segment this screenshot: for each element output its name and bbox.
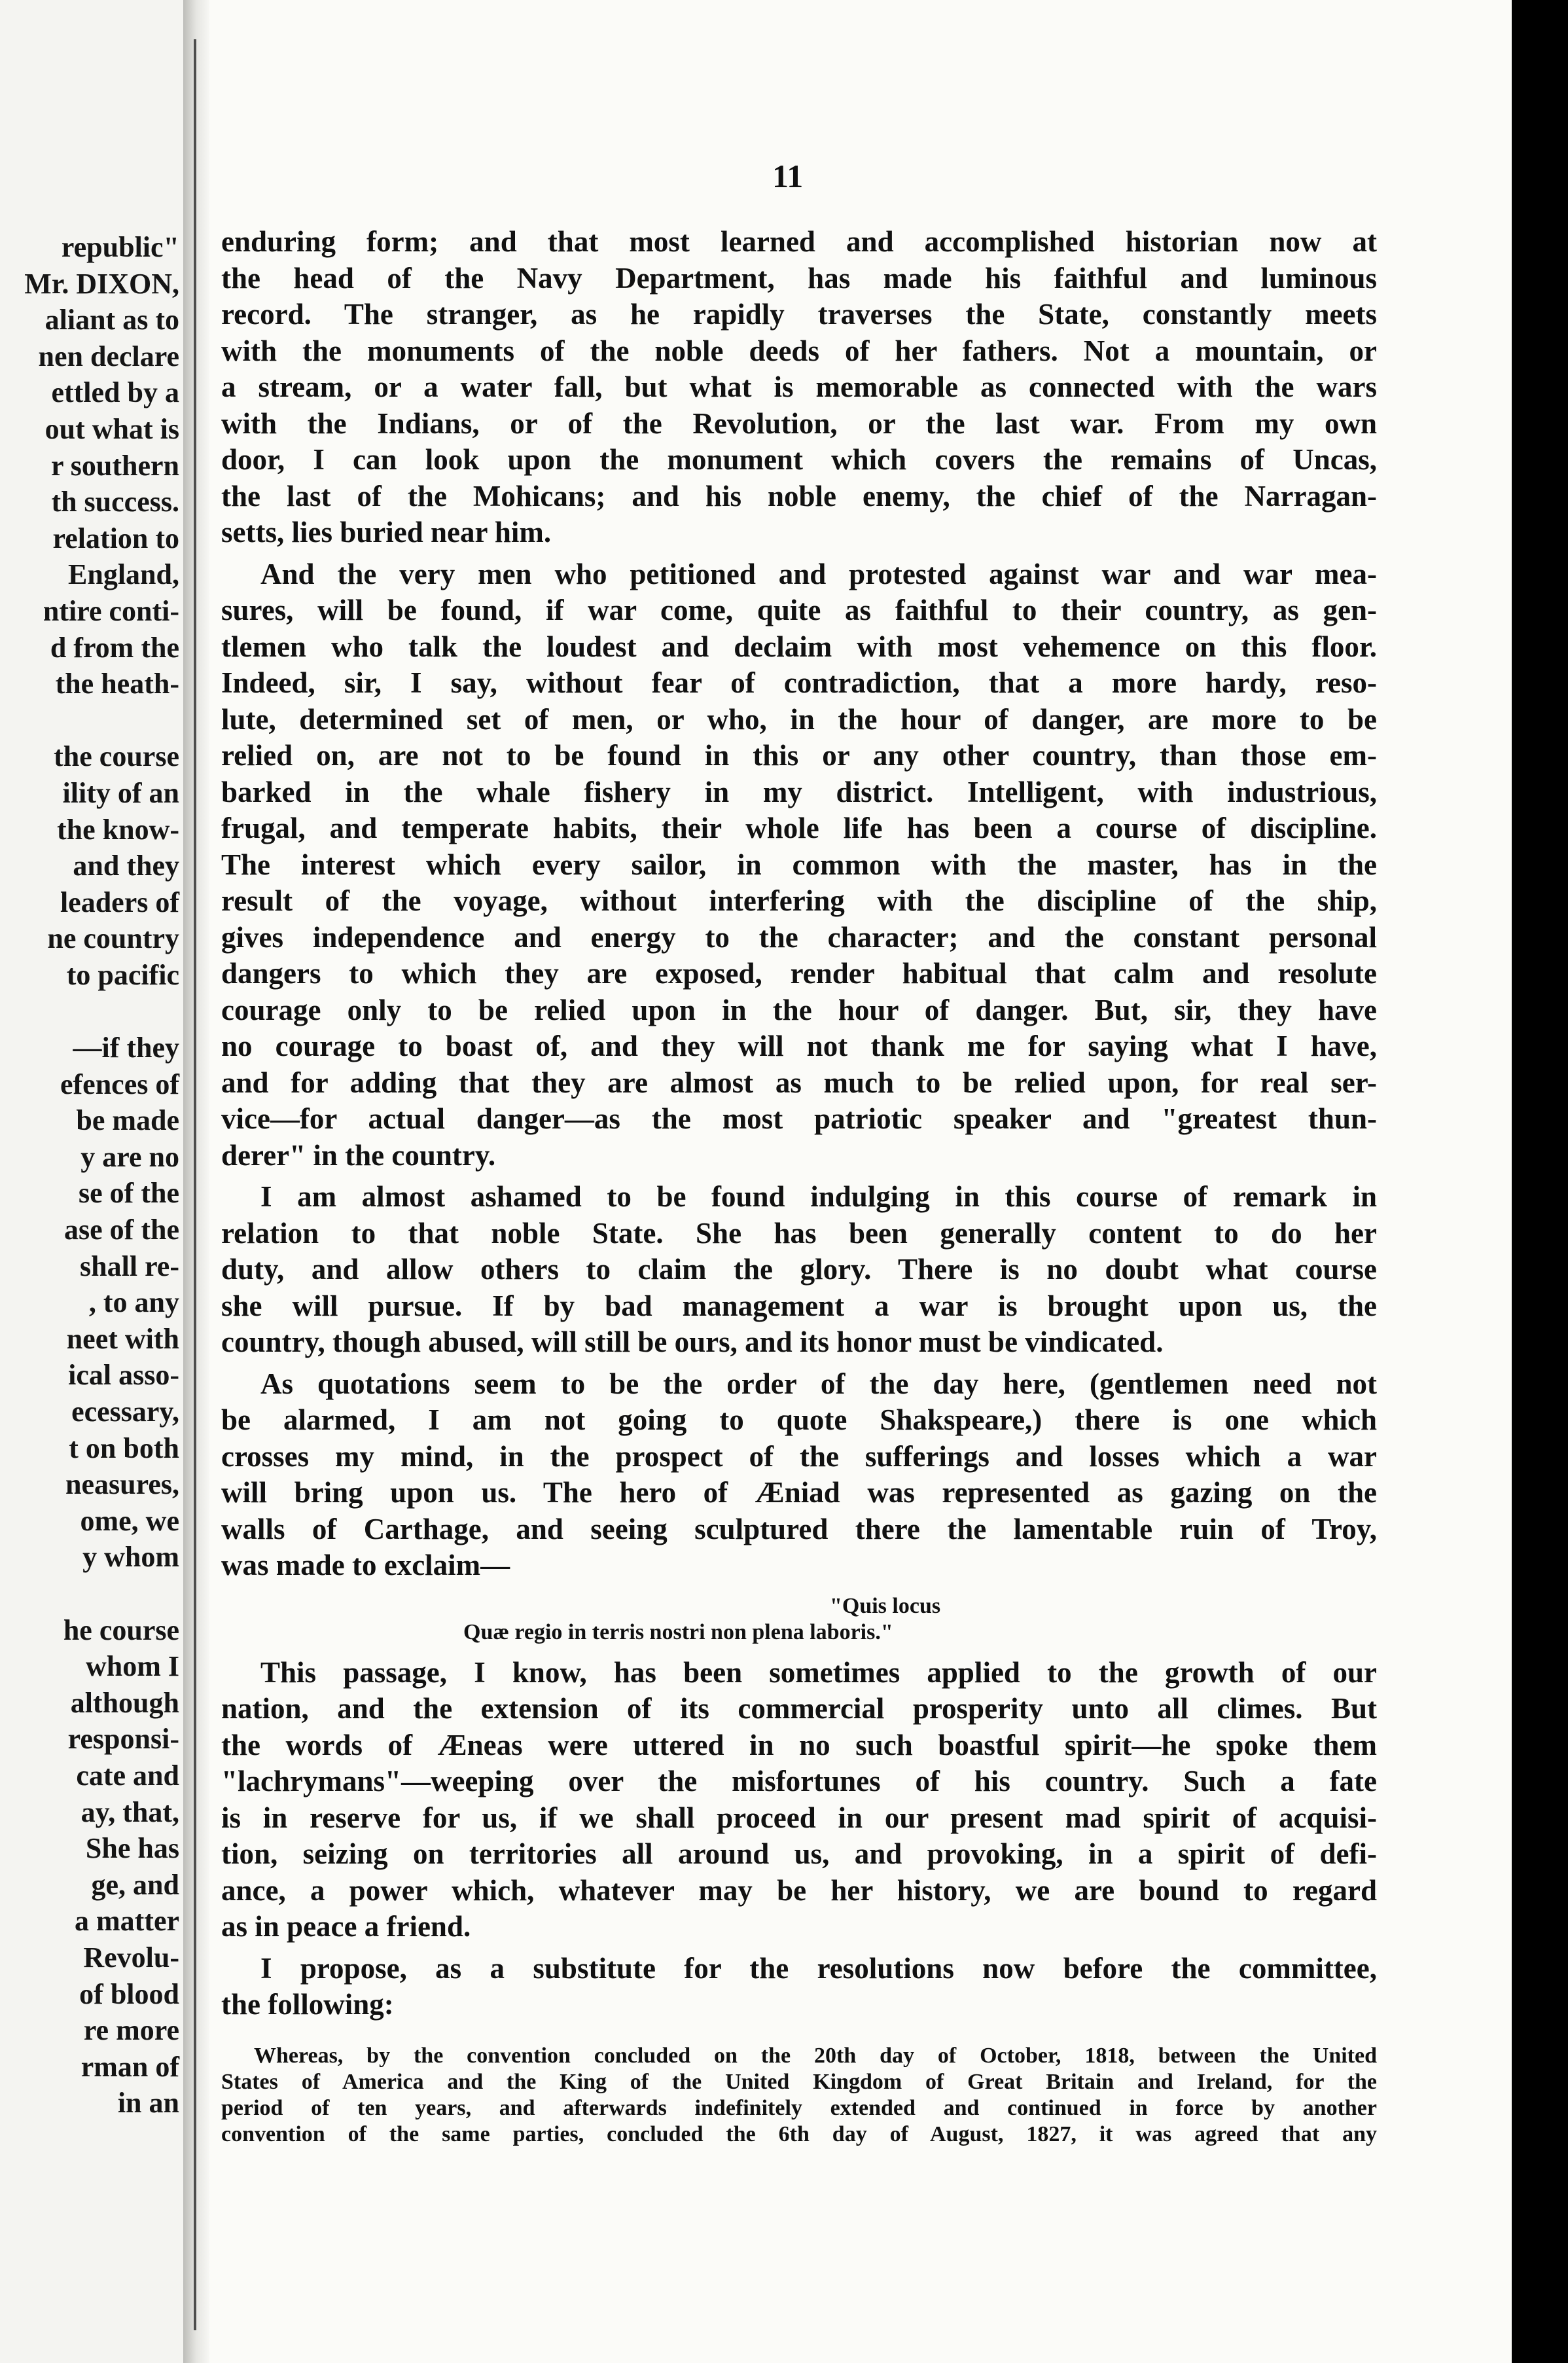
whereas-line: States of America and the King of the United Kingdom of Great Britain and Ireland, for the [221, 2069, 1377, 2094]
text-line: setts, lies buried near him. [221, 516, 552, 549]
text-line: a stream, or a water fall, but what is memorable as connected with the wars [221, 370, 1377, 403]
left-page-line: ical asso- [68, 1359, 179, 1392]
text-line: ance, a power which, whatever may be her history, we are bound to regard [221, 1873, 1377, 1907]
whereas-line: convention of the same parties, concluded the 6th day of August, 1827, it was agreed that any [221, 2121, 1377, 2146]
text-line: barked in the whale fishery in my district. Intelligent, with industrious, [221, 775, 1377, 808]
left-page-line: to pacific [66, 958, 179, 991]
left-page-line: ne country [47, 922, 179, 955]
text-line: country, though abused, will still be ours, and its honor must be vindicated. [221, 1326, 1164, 1358]
left-page-line: Mr. DIXON, [24, 267, 179, 300]
left-page-line: re more [83, 2014, 179, 2047]
text-line: walls of Carthage, and seeing sculptured there the lamentable ruin of Troy, [221, 1512, 1377, 1545]
text-line: with the monuments of the noble deeds of her fathers. Not a mountain, or [221, 334, 1377, 367]
text-line: will bring upon us. The hero of Æniad was represented as gazing on the [221, 1476, 1377, 1509]
text-line: be alarmed, I am not going to quote Shakspeare,) there is one which [221, 1403, 1377, 1436]
left-page-line [0, 702, 179, 739]
text-line: Indeed, sir, I say, without fear of contradiction, that a more hardy, reso- [221, 666, 1377, 699]
left-page-line: aliant as to [45, 304, 179, 336]
left-page-line: neasures, [65, 1468, 179, 1501]
text-line: And the very men who petitioned and protested against war and war mea- [260, 557, 1377, 590]
whereas-line: Whereas, by the convention concluded on the 20th day of October, 1818, between the United [254, 2043, 1377, 2068]
text-line: enduring form; and that most learned and accomplished historian now at [221, 225, 1377, 258]
left-page-line: d from the [50, 631, 179, 664]
text-line: tlemen who talk the loudest and declaim with most vehemence on this floor. [221, 630, 1377, 663]
left-page-line: republic" [61, 231, 179, 263]
text-line: as in peace a friend. [221, 1910, 471, 1943]
left-page-line: ecessary, [71, 1396, 179, 1428]
text-line: derer" in the country. [221, 1138, 496, 1172]
left-page-line: ome, we [80, 1504, 179, 1537]
quotation-line-1: "Quis locus [830, 1593, 941, 1618]
text-line: I propose, as a substitute for the resolutions now before the committee, [260, 1951, 1377, 1985]
left-page-line: be made [76, 1104, 179, 1137]
text-line: I am almost ashamed to be found indulging in this course of remark in [260, 1180, 1377, 1213]
text-line: is in reserve for us, if we shall proceed in our present mad spirit of acquisi- [221, 1801, 1377, 1834]
text-line: door, I can look upon the monument which covers the remains of Uncas, [221, 443, 1377, 476]
left-page-line: ntire conti- [43, 594, 179, 627]
left-page-line [0, 1576, 179, 1612]
left-page-line: in an [117, 2087, 179, 2119]
text-line: "lachrymans"—weeping over the misfortunes of his country. Such a fate [221, 1765, 1377, 1797]
left-page-line: he course [63, 1614, 179, 1646]
left-page-line: ettled by a [51, 376, 179, 409]
text-line: The interest which every sailor, in common with the master, has in the [221, 848, 1377, 881]
left-page-line: and they [73, 850, 179, 882]
text-line: nation, and the extension of its commercial prosperity unto all climes. But [221, 1692, 1377, 1725]
left-page-line: She has [85, 1832, 179, 1865]
paragraphs-after-quote [221, 1655, 1377, 2029]
left-page-line: neet with [66, 1322, 179, 1355]
text-line: the last of the Mohicans; and his noble enemy, the chief of the Narragan- [221, 479, 1377, 513]
text-line: tion, seizing on territories all around us, and provoking, in a spirit of defi- [221, 1837, 1377, 1870]
text-line: and for adding that they are almost as much to be relied upon, for real ser- [221, 1066, 1377, 1099]
gutter-fold-line [194, 39, 196, 2330]
text-line: This passage, I know, has been sometimes applied to the growth of our [260, 1655, 1377, 1689]
left-page-line: t on both [69, 1432, 179, 1464]
left-page-line: the know- [56, 813, 179, 846]
left-page-line: the course [54, 740, 179, 773]
paragraphs-before-quote [221, 224, 1377, 1589]
text-line: courage only to be relied upon in the hour of danger. But, sir, they have [221, 993, 1377, 1026]
left-page-text-fragments [0, 229, 179, 2121]
left-page-line: ay, that, [80, 1795, 179, 1828]
left-page-line: cate and [76, 1759, 179, 1792]
text-line: duty, and allow others to claim the glory. There is no doubt what course [221, 1253, 1377, 1286]
body-text [221, 224, 1377, 2148]
text-line: the words of Æneas were uttered in no such boastful spirit—he spoke them [221, 1728, 1377, 1761]
text-line: relied on, are not to be found in this or any other country, than those em- [221, 739, 1377, 772]
left-page-line: se of the [79, 1177, 179, 1210]
left-page-line: whom I [85, 1650, 179, 1683]
text-line: no courage to boast of, and they will not thank me for saying what I have, [221, 1030, 1377, 1062]
text-line: the following: [221, 1988, 394, 2021]
left-page-line: rman of [80, 2050, 179, 2083]
left-page-line: a matter [74, 1905, 179, 1938]
text-line: vice—for actual danger—as the most patriotic speaker and "greatest thun- [221, 1102, 1377, 1135]
scan-border-right [1512, 0, 1568, 2363]
text-line: crosses my mind, in the prospect of the sufferings and losses which a war [221, 1439, 1377, 1473]
text-line: gives independence and energy to the character; and the constant personal [221, 920, 1377, 954]
quotation-line-2: Quæ regio in terris nostri non plena laboris." [463, 1619, 893, 1644]
left-page-line: th success. [51, 486, 179, 518]
whereas-resolution [221, 2043, 1377, 2148]
left-page-line: shall re- [80, 1250, 179, 1282]
text-line: relation to that noble State. She has been generally content to do her [221, 1216, 1377, 1250]
text-line: the head of the Navy Department, has made his faithful and luminous [221, 261, 1377, 295]
left-page-line: England, [68, 558, 179, 591]
left-page-line: ge, and [91, 1868, 179, 1901]
left-page-line: y whom [82, 1541, 179, 1574]
left-page-line: y are no [80, 1140, 179, 1173]
left-page-line: although [70, 1686, 179, 1719]
left-page-line: ase of the [64, 1214, 179, 1246]
left-page-line: , to any [88, 1286, 179, 1319]
text-line: As quotations seem to be the order of the day here, (gentlemen need not [260, 1367, 1377, 1400]
left-page-line: —if they [73, 1032, 179, 1064]
left-page-line: efences of [60, 1068, 179, 1100]
text-line: lute, determined set of men, or who, in the hour of danger, are more to be [221, 702, 1377, 736]
left-facing-page [0, 0, 191, 2363]
text-line: with the Indians, or of the Revolution, or the last war. From my own [221, 406, 1377, 440]
left-page-line: responsi- [67, 1723, 179, 1756]
left-page-line: of blood [79, 1977, 179, 2010]
left-page-line: relation to [52, 522, 179, 554]
left-page-line: ility of an [62, 776, 179, 809]
left-page-line: r southern [51, 449, 179, 482]
text-line: result of the voyage, without interfering with the discipline of the ship, [221, 884, 1377, 917]
book-gutter [183, 0, 209, 2363]
left-page-line: nen declare [38, 340, 179, 372]
left-page-line: leaders of [60, 886, 179, 918]
text-line: frugal, and temperate habits, their whole life has been a course of discipline. [221, 812, 1377, 844]
latin-quotation [221, 1593, 1377, 1646]
text-line: was made to exclaim— [221, 1549, 510, 1581]
whereas-line: period of ten years, and afterwards indefinitely extended and continued in force by another [221, 2095, 1377, 2120]
text-line: sures, will be found, if war come, quite as faithful to their country, as gen- [221, 594, 1377, 626]
text-line: dangers to which they are exposed, render habitual that calm and resolute [221, 957, 1377, 990]
left-page-line: out what is [45, 412, 179, 445]
left-page-line [0, 993, 179, 1030]
page-number: 11 [772, 158, 804, 194]
text-line: record. The stranger, as he rapidly traverses the State, constantly meets [221, 298, 1377, 331]
left-page-line: the heath- [55, 668, 179, 700]
left-page-line: Revolu- [83, 1941, 179, 1974]
text-line: she will pursue. If by bad management a war is brought upon us, the [221, 1289, 1377, 1322]
